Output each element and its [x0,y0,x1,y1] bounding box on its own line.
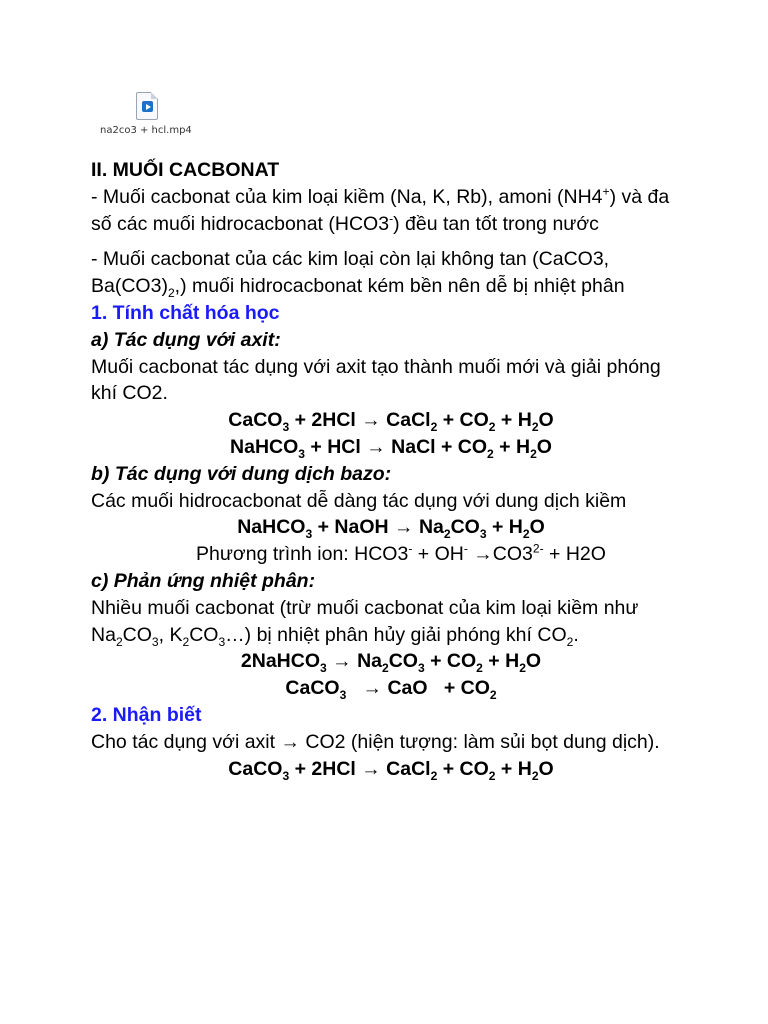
equation-1: CaCO$_3$ + 2HCl → CaCl$_2$ + $CO_2 + H_2O$ [228,409,554,435]
section-1-title: 1. Tính chất hóa học [91,301,280,324]
equation-2: NaHCO$_3$ + HCl → NaCl + $CO_2 + H_2O$ [230,435,552,461]
intro-paragraph-1: - Muối cacbonat của kim loại kiềm (Na, K, Rb), amoni (NH4+) và đa số các muối hidrocacbonat (HCO3-) đều tan tốt trong nước [91,184,670,235]
video-file-icon[interactable] [136,92,158,120]
subsection-a-text: Muối cacbonat tác dụng với axit tạo thành muối mới và giải phóng khí CO2. [91,355,661,405]
subsection-c-title: c) Phản ứng nhiệt phân: [91,569,316,592]
equation-5: CaCO$_3$ → CaO + $CO_2$ [285,677,497,703]
document-body [91,157,691,782]
intro-paragraph-2: - Muối cacbonat của các kim loại còn lại không tan (CaCO3, $Ba(CO3)_2$,) muối hidrocacbonat kém bền nên dễ bị nhiệt phân [91,248,625,301]
section-2-title: 2. Nhận biết [91,703,202,726]
attachment-filename[interactable]: na2co3 + hcl.mp4 [100,125,192,136]
equation-6: CaCO$_3$ + 2HCl → CaCl$_2$ + $CO_2 + H_2O$ [228,757,554,783]
section-heading: II. MUỐI CACBONAT [91,159,280,181]
equation-3: NaHCO$_3$ + NaOH → $Na_2CO_3 + H_2O$ [237,516,545,542]
file-corner [151,92,158,99]
ion-equation: Phương trình ion: $HCO3^- + OH^- \to CO3^{2-} + H2O$ [196,541,606,566]
subsection-c-text: Nhiều muối cacbonat (trừ muối cacbonat của kim loại kiềm như $Na_2CO_3$, $K_2CO_3\dots$) bị nhiệt phân hủy giải phóng khí $CO_2$. [91,596,639,649]
subsection-b-title: b) Tác dụng với dung dịch bazo: [91,462,392,485]
equation-4: 2NaHCO$_3$ → $Na_2CO_3 + CO_2 + H_2O$ [240,650,542,676]
play-icon [142,101,153,112]
subsection-a-title: a) Tác dụng với axit: [91,328,281,351]
subsection-b-text: Các muối hidrocacbonat dễ dàng tác dụng với dung dịch kiềm [91,489,627,512]
section-2-text: Cho tác dụng với axit → CO2 (hiện tượng: làm sủi bọt dung dịch). [91,730,660,753]
